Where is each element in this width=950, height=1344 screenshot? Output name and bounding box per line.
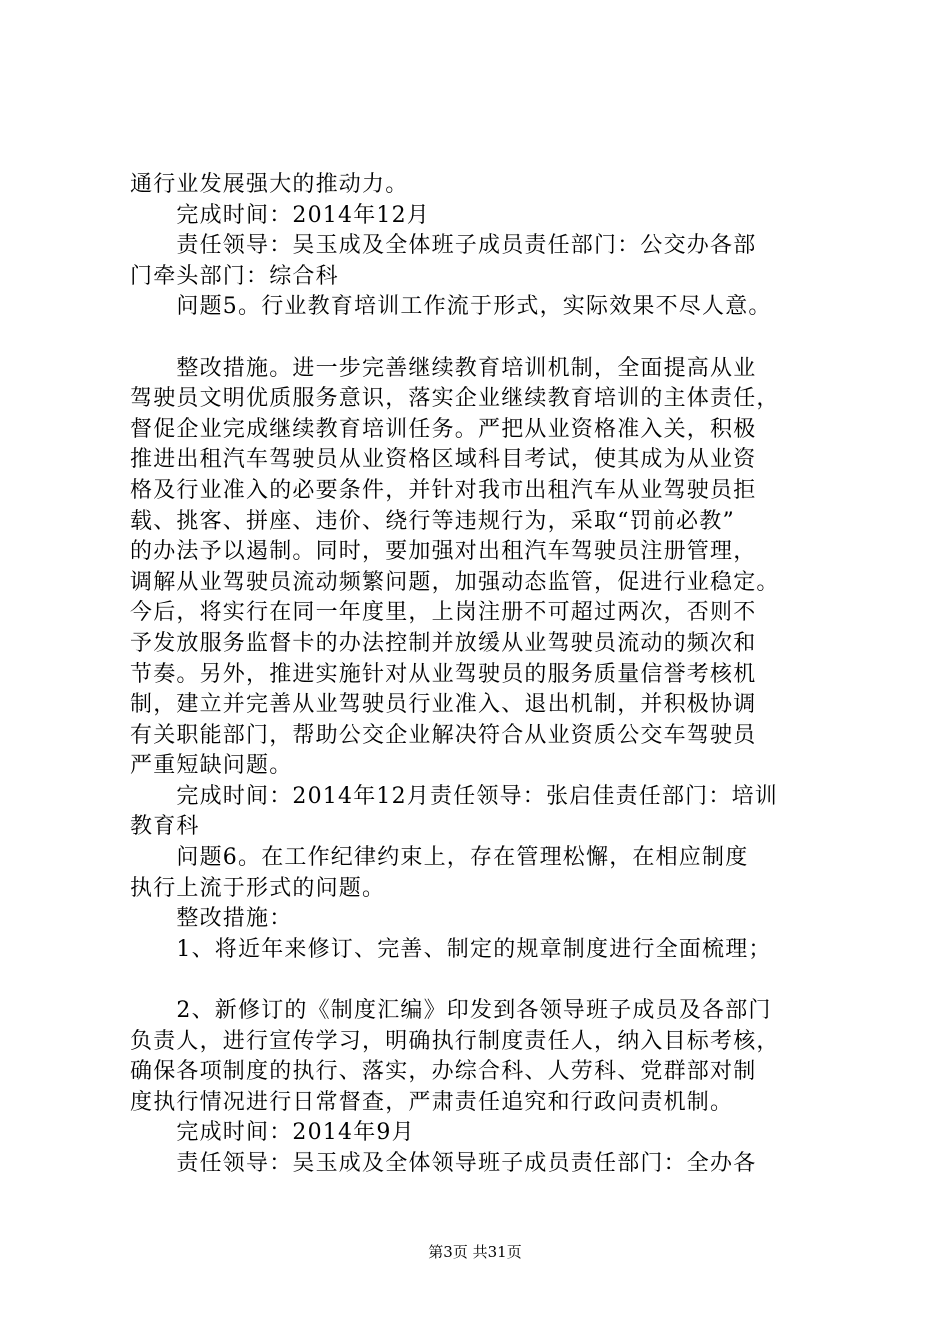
text-line: 今后，将实行在同一年度里，上岗注册不可超过两次，否则不 [130,600,757,626]
text-line: 负责人，进行宣传学习，明确执行制度责任人，纳入目标考核， [130,1028,780,1054]
text-line: 完成时间：2014年12月责任领导：张启佳责任部门：培训 [130,783,778,809]
text-line: 责任领导：吴玉成及全体班子成员责任部门：公交办各部 [130,233,757,259]
text-line: 推进出租汽车驾驶员从业资格区域科目考试，使其成为从业资 [130,447,757,473]
text-line: 整改措施。进一步完善继续教育培训机制，全面提高从业 [130,355,757,381]
text-line: 严重短缺问题。 [130,753,293,779]
page-footer: 第3页 共31页 [428,1243,522,1261]
text-line: 问题5。行业教育培训工作流于形式，实际效果不尽人意。 [130,294,772,320]
text-line: 督促企业完成继续教育培训任务。严把从业资格准入关，积极 [130,416,757,442]
text-line: 载、挑客、拼座、违价、绕行等违规行为，采取“罚前必教” [130,508,735,534]
text-line: 有关职能部门，帮助公交企业解决符合从业资质公交车驾驶员 [130,722,757,748]
text-line: 格及行业准入的必要条件，并针对我市出租汽车从业驾驶员拒 [130,477,757,503]
text-line: 2、新修订的《制度汇编》印发到各领导班子成员及各部门 [130,998,772,1024]
text-line: 度执行情况进行日常督查，严肃责任追究和行政问责机制。 [130,1089,734,1115]
text-line: 调解从业驾驶员流动频繁问题，加强动态监管，促进行业稳定。 [130,569,780,595]
text-line: 的办法予以遏制。同时，要加强对出租汽车驾驶员注册管理， [130,539,757,565]
document-body [130,170,835,1180]
text-line: 问题6。在工作纪律约束上，存在管理松懈，在相应制度 [130,845,749,871]
text-line: 教育科 [130,814,200,840]
text-line: 1、将近年来修订、完善、制定的规章制度进行全面梳理； [130,936,772,962]
text-line: 完成时间：2014年9月 [130,1120,415,1146]
text-line: 整改措施： [130,906,293,932]
text-line: 门牵头部门：综合科 [130,263,339,289]
text-line: 通行业发展强大的推动力。 [130,172,409,197]
text-line: 节奏。另外，推进实施针对从业驾驶员的服务质量信誉考核机 [130,661,757,687]
text-line: 驾驶员文明优质服务意识，落实企业继续教育培训的主体责任， [130,386,780,412]
text-line: 确保各项制度的执行、落实，办综合科、人劳科、党群部对制 [130,1059,757,1085]
text-line: 予发放服务监督卡的办法控制并放缓从业驾驶员流动的频次和 [130,630,757,656]
text-line: 完成时间：2014年12月 [130,202,430,228]
text-line: 执行上流于形式的问题。 [130,875,386,901]
text-line: 责任领导：吴玉成及全体领导班子成员责任部门：全办各 [130,1151,757,1176]
paragraph-gap [130,965,835,996]
text-line: 制，建立并完善从业驾驶员行业准入、退出机制，并积极协调 [130,692,757,718]
paragraph-gap [130,323,835,354]
